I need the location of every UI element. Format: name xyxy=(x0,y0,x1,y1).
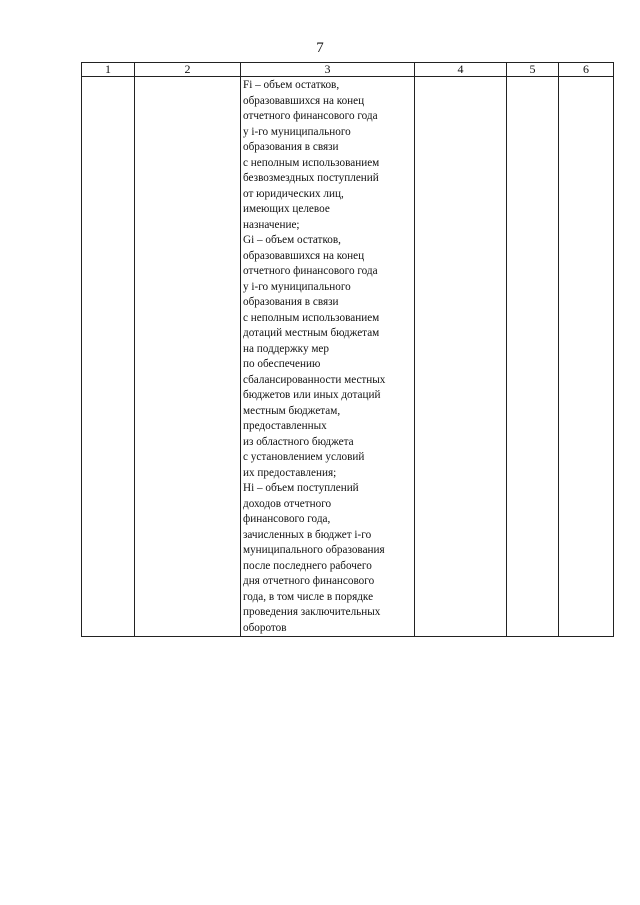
text-line: отчетного финансового года xyxy=(243,110,378,122)
text-line: безвозмездных поступлений xyxy=(243,172,379,184)
text-line: образования в связи xyxy=(243,141,339,153)
table-cell-col3 xyxy=(241,77,415,637)
text-line: из областного бюджета xyxy=(243,435,354,448)
text-line: предоставленных xyxy=(243,420,327,432)
table-cell-col4 xyxy=(415,77,507,637)
text-line: Fi – объем остатков, xyxy=(243,79,340,91)
column-header-6: 6 xyxy=(559,63,614,77)
text-line: зачисленных в бюджет i-го xyxy=(243,528,372,541)
text-line: оборотов xyxy=(243,621,287,634)
definitions-text xyxy=(241,77,414,636)
table-header-row xyxy=(82,63,614,77)
text-line: доходов отчетного xyxy=(243,497,332,510)
text-line: с установлением условий xyxy=(243,451,365,463)
table-cell-col2 xyxy=(135,77,241,637)
text-line: образовавшихся на конец xyxy=(243,249,365,262)
column-header-3: 3 xyxy=(241,63,415,77)
text-line: дотаций местным бюджетам xyxy=(243,327,380,339)
table-cell-col5 xyxy=(507,77,559,637)
document-table xyxy=(81,62,614,637)
text-line: у i-го муниципального xyxy=(243,125,351,138)
text-line: бюджетов или иных дотаций xyxy=(243,389,381,401)
column-header-2: 2 xyxy=(135,63,241,77)
text-line: на поддержку мер xyxy=(243,342,329,355)
text-line: года, в том числе в порядке xyxy=(243,590,374,603)
column-header-4: 4 xyxy=(415,63,507,77)
text-line: муниципального образования xyxy=(243,544,385,556)
text-line: дня отчетного финансового xyxy=(243,575,375,587)
text-line: с неполным использованием xyxy=(243,311,380,324)
text-line: от юридических лиц, xyxy=(243,187,344,200)
table-cell-col6 xyxy=(559,77,614,637)
page-number: 7 xyxy=(316,40,324,56)
text-line: у i-го муниципального xyxy=(243,280,351,293)
text-line: Gi – объем остатков, xyxy=(243,234,341,246)
table-row xyxy=(82,77,614,637)
text-line: с неполным использованием xyxy=(243,156,380,169)
text-line: их предоставления; xyxy=(243,466,337,479)
text-line: образовавшихся на конец xyxy=(243,94,365,107)
text-line: назначение; xyxy=(243,218,300,231)
text-line: финансового года, xyxy=(243,513,331,525)
text-line: местным бюджетам, xyxy=(243,404,341,417)
text-line: сбалансированности местных xyxy=(243,373,386,386)
text-line: образования в связи xyxy=(243,296,339,308)
text-line: имеющих целевое xyxy=(243,203,330,215)
text-line: по обеспечению xyxy=(243,358,321,370)
text-line: отчетного финансового года xyxy=(243,265,378,277)
text-line: после последнего рабочего xyxy=(243,559,372,572)
table-cell-col1 xyxy=(82,77,135,637)
text-line: проведения заключительных xyxy=(243,606,381,618)
column-header-1: 1 xyxy=(82,63,135,77)
text-line: Hi – объем поступлений xyxy=(243,482,359,494)
column-header-5: 5 xyxy=(507,63,559,77)
